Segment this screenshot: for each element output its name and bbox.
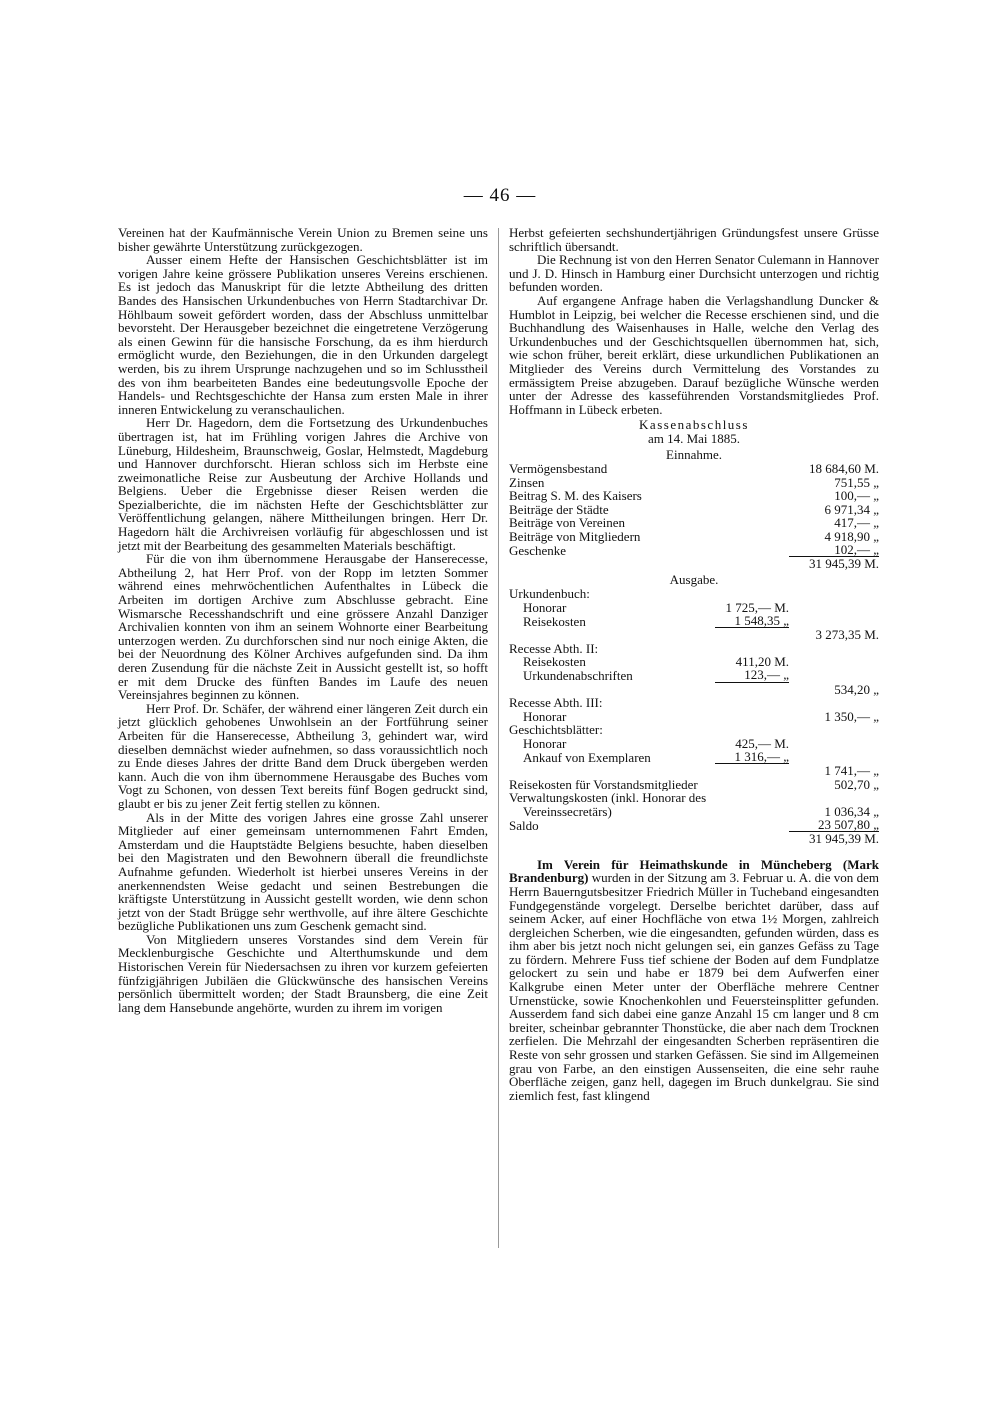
ledger-label: Zinsen xyxy=(509,475,545,490)
ledger-amount: 100,— „ xyxy=(834,488,879,504)
ledger-label: Saldo xyxy=(509,818,539,833)
ledger-row xyxy=(509,791,879,805)
ledger-row xyxy=(509,516,879,530)
expense-total: 31 945,39 M. xyxy=(808,831,879,847)
paragraph: Vereinen hat der Kaufmännische Verein Union zu Bremen seine uns bisher gewährte Unterstützung zurückgezogen. xyxy=(118,225,488,254)
ledger-amount: 751,55 „ xyxy=(834,474,879,490)
ledger-row xyxy=(509,710,879,724)
ledger-amount: 6 971,34 „ xyxy=(824,501,879,517)
ledger-amount: 534,20 „ xyxy=(834,681,879,697)
ledger-title: Kassenabschluss xyxy=(639,417,749,433)
ledger-row xyxy=(509,816,879,833)
ledger-row xyxy=(509,541,879,558)
ledger-label: Reisekosten xyxy=(523,655,586,669)
ledger-label: Beiträge der Städte xyxy=(509,502,609,517)
ledger-label: Geschenke xyxy=(509,543,567,558)
ledger-label: Vermögensbestand xyxy=(509,462,608,476)
paragraph: Herbst gefeierten sechshundertjährigen Gründungsfest unsere Grüsse schriftlich übersandt. xyxy=(509,225,879,254)
ledger-subamount: 123,— „ xyxy=(715,668,789,683)
column-divider xyxy=(498,228,499,1248)
ledger-label: Geschichtsblätter: xyxy=(509,723,603,737)
ledger-amount: 4 918,90 „ xyxy=(824,529,879,545)
paragraph: Als in der Mitte des vorigen Jahres eine grosse Zahl unserer Mitglieder auf einer gemeinsam unternommenen Fahrt Emden, Amsterdam und die Hauptstädte Belgiens besuchte, haben dieselben bei den Magistraten und den Bewohnern überall die freundlichste Aufnahme gefunden. Wiederholt ist hierbei unseres Vereins in der anerkennendsten Weise gedacht und seinen Bestrebungen die kräftigste Unterstützung in Aussicht gestellt worden, wie denn schon jetzt von der Stadt Brügge sehr werthvolle, auf ihre ältere Geschichte bezügliche Publikationen uns zum Geschenk gemacht sind. xyxy=(118,809,488,934)
paragraph: Die Rechnung ist von den Herren Senator Culemann in Hannover und J. D. Hinsch in Hamburg einer Durchsicht unterzogen und richtig befunden worden. xyxy=(509,252,879,295)
ledger-row xyxy=(509,737,879,751)
ledger-label: Honorar xyxy=(523,709,567,724)
ledger-row xyxy=(509,683,879,697)
paragraph: Für die von ihm übernommene Herausgabe der Hanserecesse, Abtheilung 2, hat Herr Prof. von der Ropp im letzten Sommer während eines mehrwöchentlichen Aufenthaltes in Lübeck die Arbeiten im dortigen Archive zum Abschlusse gebracht. Eine Wismarsche Recesshandschrift und eine grössere Anzahl Danziger Archivalien konnten von ihm an seinem Wohnorte einer Bearbeitung unterzogen werden. Zu durchforschen sind nur noch einige Akten, die bei der Neuordnung des Kölner Archives aufgefunden sind. Da ihm deren Zusendung für die nächste Zeit in Aussicht gestellt ist, so hofft er mit dem Drucke des fünften Bandes im Laufe des neuen Vereinsjahres beginnen zu können. xyxy=(118,551,488,703)
ledger-group-head xyxy=(509,696,879,710)
ledger-label: Beiträge von Vereinen xyxy=(509,516,625,531)
ledger-row xyxy=(509,503,879,517)
ledger-subamount: 1 316,— „ xyxy=(715,750,789,765)
ledger-amount: 102,— „ xyxy=(789,543,879,558)
ledger-row xyxy=(509,489,879,503)
ledger-row xyxy=(509,748,879,765)
paragraph: Ausser einem Hefte der Hansischen Geschichtsblätter ist im vorigen Jahre keine grössere Publikation unseres Vereins erschienen. Es ist jedoch das Manuskript für die letzte Abtheilung des dritten Bandes des Hansischen Urkundenbuches von Herrn Stadtarchivar Dr. Höhlbaum soweit gefördert worden, dass der Abschluss unmittelbar bevorsteht. Der Herausgeber bezeichnet die eingetretene Verzögerung als einen Gewinn für die hansische Forschung, da es ihm hierdurch ermöglicht wurde, den Beziehungen, die in den Urkunden dargelegt werden, bis zu ihrem Ursprunge nachzugehen und so im Schlusstheil des von ihm bearbeiteten Bandes eine bedeutungsvolle Epoche der Handels- und Rechtsgeschichte der Hansa zum ersten Male in ihrer inneren Entwickelung zu veranschaulichen. xyxy=(118,252,488,417)
paragraph: Herr Prof. Dr. Schäfer, der während einer längeren Zeit durch ein jetzt glücklich gehobenes Unwohlsein an der Fortführung seiner Arbeiten für die Hanserecesse, Abtheilung 3, gehindert war, wird dieselben demnächst wieder aufnehmen, so dass voraussichtlich noch zu Ende dieses Jahres der dritte Band dem Druck übergeben werden kann. Auch die von ihm übernommene Herausgabe des Buches vom Vogt zu Schonen, von dessen Text bereits fünf Bogen gedruckt sind, glaubt er bis zu jener Zeit fertig stellen zu können. xyxy=(118,700,488,811)
ledger-subamount: 411,20 M. xyxy=(735,654,789,670)
ledger-label: Urkundenabschriften xyxy=(523,669,633,683)
ledger-row xyxy=(509,628,879,642)
ledger-row xyxy=(509,601,879,615)
expense-heading: Ausgabe. xyxy=(669,571,719,587)
ledger-subamount: 425,— M. xyxy=(735,735,789,751)
ledger-subamount: 1 548,35 „ xyxy=(715,614,789,629)
ledger-amount: 1 741,— „ xyxy=(824,763,879,779)
ledger-row xyxy=(509,778,879,792)
ledger-label: Urkundenbuch: xyxy=(509,587,590,602)
ledger-label: Recesse Abth. III: xyxy=(509,696,603,710)
ledger-total-row xyxy=(509,832,879,846)
ledger-row xyxy=(509,462,879,476)
ledger-amount: 3 273,35 M. xyxy=(815,627,879,643)
income-total: 31 945,39 M. xyxy=(808,556,879,572)
ledger-total-row xyxy=(509,557,879,571)
ledger-subamount: 1 725,— M. xyxy=(725,600,789,616)
cash-statement xyxy=(509,418,879,845)
ledger-label: Beiträge von Mitgliedern xyxy=(509,530,641,544)
ledger-label: Honorar xyxy=(523,736,567,751)
paragraph: Von Mitgliedern unseres Vorstandes sind dem Verein für Mecklenburgische Geschichte und Alterthumskunde und dem Historischen Verein für Niedersachsen zu ihren vor kurzem gefeierten fünfzigjährigen Jubiläen die Glückwünsche des hansischen Vereins persönlich übermittelt worden; der Stadt Braunsberg, die eine Zeit lang dem Hansebunde angehörte, wurden zu ihrem im vorigen xyxy=(118,931,488,1015)
ledger-row xyxy=(509,530,879,544)
ledger-row xyxy=(509,764,879,778)
ledger-label: Ankauf von Exemplaren xyxy=(523,750,651,765)
ledger-amount: 1 036,34 „ xyxy=(824,803,879,819)
ledger-row xyxy=(509,669,879,683)
ledger-label: Honorar xyxy=(523,601,567,615)
paragraph: Herr Dr. Hagedorn, dem die Fortsetzung des Urkundenbuches übertragen ist, hat im Frühling vorigen Jahres die Archive von Lüneburg, Hildesheim, Braunschweig, Goslar, Helmstedt, Magdeburg und Hannover durchforscht. Hieran schloss sich im Herbste eine zweimonatliche Reise zur Ausbeutung der Archive Hollands und Belgiens. Ueber die Ergebnisse dieser Reisen werden die Spezialberichte, die im nächsten Hefte der Geschichtsblätter zur Veröffentlichung gelangen, nähere Mittheilungen bringen. Herr Dr. Hagedorn hält die Archivreisen vorläufig für abgeschlossen und ist jetzt mit der Bearbeitung des gesammelten Materials beschäftigt. xyxy=(118,415,488,553)
page-number: — 46 — xyxy=(463,185,537,206)
ledger-row xyxy=(509,612,879,629)
paragraph xyxy=(509,858,879,1103)
ledger-label: Reisekosten für Vorstandsmitglieder xyxy=(509,777,698,792)
paragraph-text: wurden in der Sitzung am 3. Februar u. A. die von dem Herrn Bauerngutsbesitzer Friedrich Müller in Tucheband eingesandten Fundgegenstände vorgelegt. Derselbe berichtet darüber, dass auf seinem Acker, auf einer Hochfläche von etwa 1½ Morgen, zahlreich dergleichen Scherben, wie die eingesandten, gefunden würden, dass es ihm aber bis jetzt noch nicht gelungen sei, ein ganzes Gefäss zu Tage zu fördern. Mehrere Fuss tief schiene der Boden auf dem Fundplatze gelockert zu sein und habe er 1879 bei dem Aufwerfen einer Kalkgrube einen Meter unter der Oberfläche mehrere Centner Urnenstücke, sowie Knochenkohlen und Feuersteinsplitter gefunden. Ausserdem fand sich dabei eine ganze Anzahl 15 cm langer und 8 cm breiter, scheinbar gebrannter Thonstücke, die aber nach dem Trocknen zerfielen. Die Mehrzahl der eingesandten Scherben repräsentiren die Reste von sehr grossen und starken Gefässen. Sie sind im Allgemeinen grau von Farbe, an den einstigen Aussenseiten, die eine sehr rauhe Oberfläche zeigen, ganz hell, dagegen im Bruch dunkelgrau. Sie sind ziemlich fest, fast klingend xyxy=(509,870,879,1103)
left-column xyxy=(118,226,488,1014)
income-heading: Einnahme. xyxy=(666,446,722,462)
ledger-amount: 18 684,60 M. xyxy=(808,461,879,477)
ledger-label: Reisekosten xyxy=(523,614,586,629)
paragraph: Auf ergangene Anfrage haben die Verlagshandlung Duncker & Humblot in Leipzig, bei welcher die Recesse erschienen sind, und die Buchhandlung des Waisenhauses in Halle, welche den Verlag des Urkundenbuches und der Geschichtsquellen übernommen hat, sich, wie schon früher, bereit erklärt, diese urkundlichen Publikationen an Mitglieder des Vereins durch Vermittelung des Vorstandes zu ermässigtem Preise abzugeben. Darauf bezügliche Wünsche werden unter der Adresse des kasseführenden Vorstandsmitgliedes Prof. Hoffmann in Lübeck erbeten. xyxy=(509,292,879,417)
ledger-amount: 417,— „ xyxy=(834,515,879,531)
ledger-label: Verwaltungskosten (inkl. Honorar des xyxy=(509,791,707,805)
society-heading: Im Verein für Heimathskunde in Müncheberg (Mark Brandenburg) xyxy=(509,856,879,886)
ledger-label: Vereinssecretärs) xyxy=(523,804,612,819)
ledger-group-head xyxy=(509,642,879,656)
right-column xyxy=(509,226,879,1102)
ledger-amount: 502,70 „ xyxy=(834,776,879,792)
ledger-row xyxy=(509,655,879,669)
ledger-label: Beitrag S. M. des Kaisers xyxy=(509,489,642,503)
ledger-label: Recesse Abth. II: xyxy=(509,641,599,656)
ledger-group-head xyxy=(509,587,879,601)
ledger-group-head xyxy=(509,723,879,737)
ledger-row xyxy=(509,476,879,490)
ledger-amount: 23 507,80 „ xyxy=(789,818,879,833)
ledger-amount: 1 350,— „ xyxy=(824,708,879,724)
ledger-date: am 14. Mai 1885. xyxy=(647,430,741,446)
